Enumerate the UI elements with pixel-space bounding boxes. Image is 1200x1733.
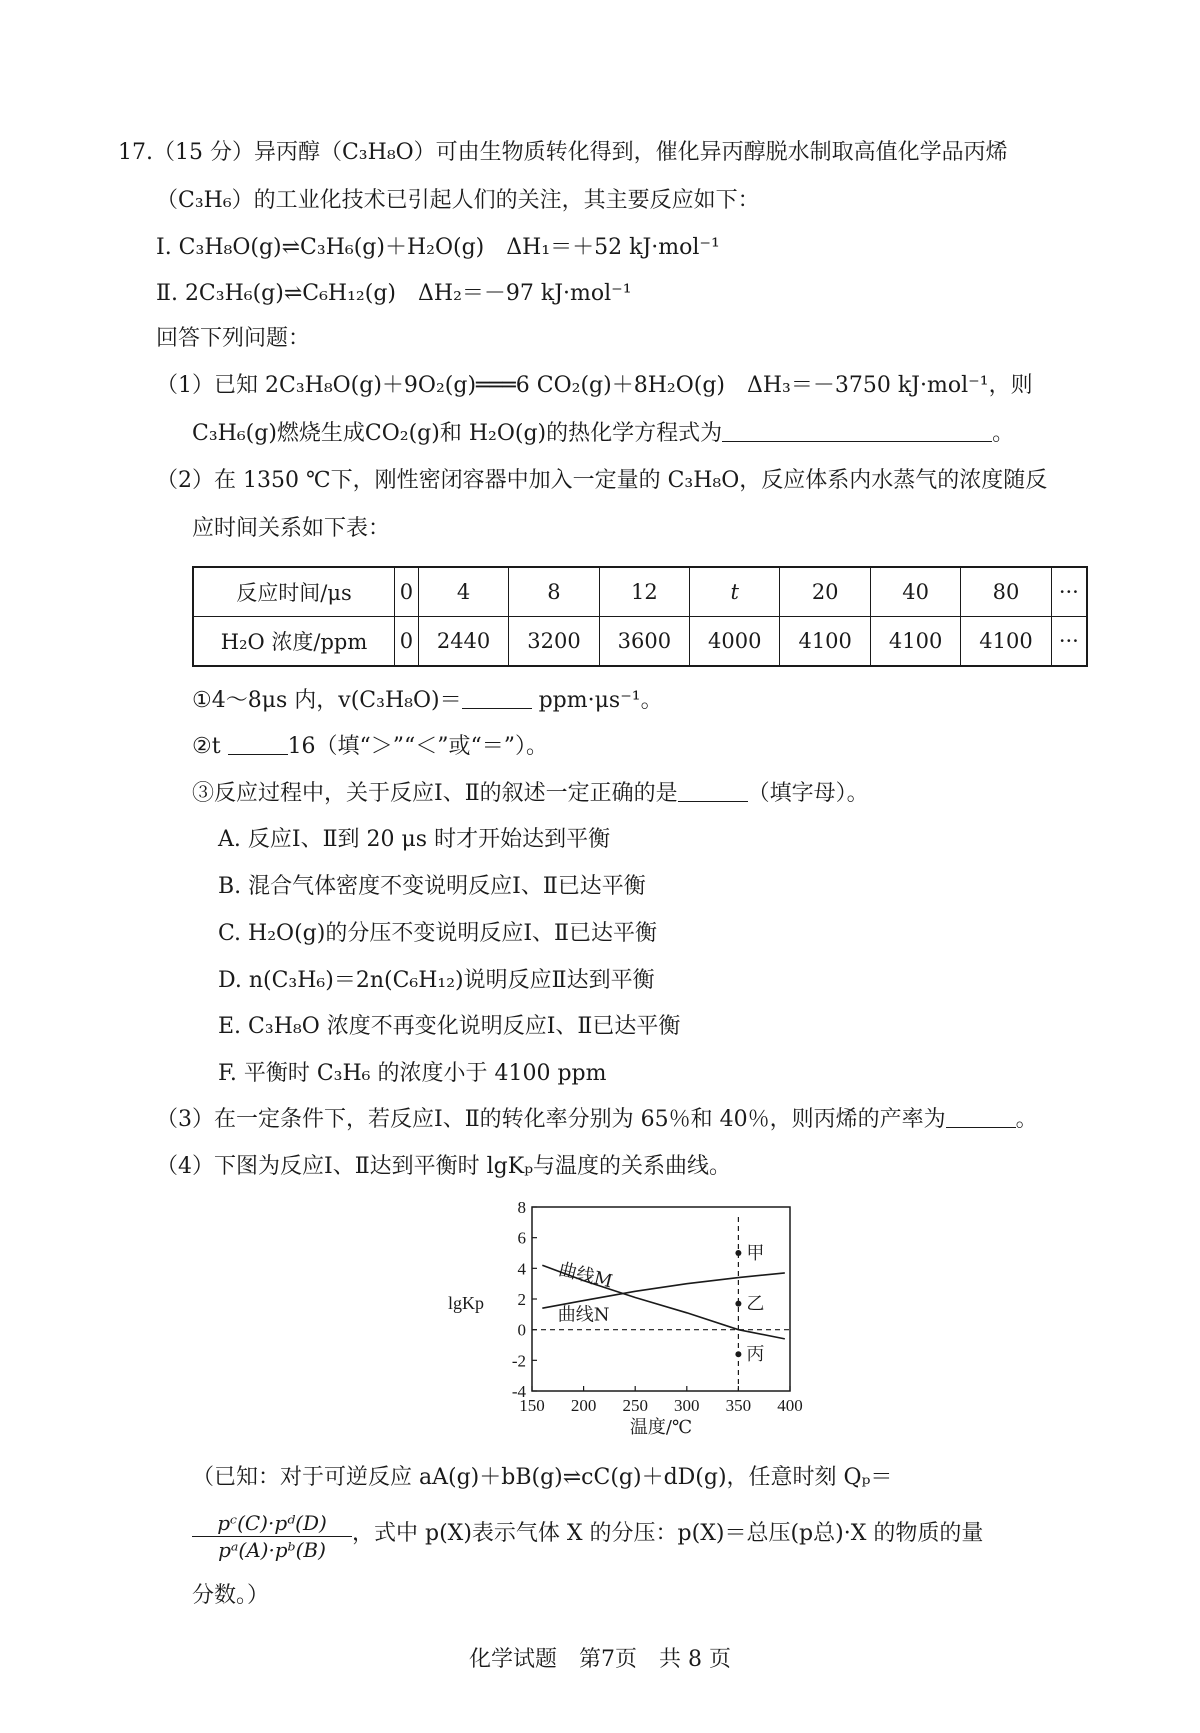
part2-sub2 xyxy=(192,731,548,763)
y-tick-label: -4 xyxy=(511,1382,526,1401)
page-footer: 化学试题 第7页 共 8 页 xyxy=(469,1647,731,1672)
x-tick-label: 150 xyxy=(519,1396,545,1415)
sub2-answer-blank[interactable] xyxy=(228,732,288,755)
concentration-table xyxy=(192,566,1088,667)
reaction-1: Ⅰ. C₃H₈O(g)⇌C₃H₆(g)＋H₂O(g) ΔH₁＝＋52 kJ·mol⁻¹ xyxy=(156,235,720,260)
table-cell: 4100 xyxy=(961,617,1051,667)
table-cell: 40 xyxy=(870,567,960,617)
part3-end: 。 xyxy=(1015,1107,1038,1132)
table-cell: 反应时间/μs xyxy=(193,567,395,617)
table-cell: t xyxy=(690,567,780,617)
table-cell: 80 xyxy=(961,567,1051,617)
x-tick-label: 250 xyxy=(622,1396,648,1415)
q17-intro-line2: （C₃H₆）的工业化技术已引起人们的关注，其主要反应如下： xyxy=(156,188,760,213)
y-tick-label: 4 xyxy=(517,1259,526,1279)
sub3-text: ③反应过程中，关于反应Ⅰ、Ⅱ的叙述一定正确的是 xyxy=(192,781,678,806)
option-c: C. H₂O(g)的分压不变说明反应Ⅰ、Ⅱ已达平衡 xyxy=(218,921,657,946)
part2-line2: 应时间关系如下表： xyxy=(192,516,391,541)
y-axis-label: lgKp xyxy=(448,1293,484,1313)
sub2-text: ②t xyxy=(192,734,228,759)
series-label-m: 曲线M xyxy=(556,1258,615,1293)
part1-line2 xyxy=(192,418,1014,450)
lgkp-temperature-chart xyxy=(448,1195,820,1445)
table-cell: ··· xyxy=(1051,567,1087,617)
y-tick-label: 8 xyxy=(517,1198,526,1217)
table-cell: 4 xyxy=(418,567,508,617)
series-label-n: 曲线N xyxy=(557,1304,610,1326)
chart-svg xyxy=(448,1195,820,1445)
table-cell: 4100 xyxy=(780,617,870,667)
sub2-hint: 16（填“＞”“＜”或“＝”）。 xyxy=(287,734,549,759)
answer-prompt: 回答下列问题： xyxy=(156,326,311,351)
part1-answer-blank[interactable] xyxy=(722,419,992,442)
q17-intro-line1: 17.（15 分）异丙醇（C₃H₈O）可由生物质转化得到，催化异丙醇脱水制取高值化学品丙烯 xyxy=(118,140,1008,165)
qp-fraction xyxy=(192,1510,352,1563)
note-line1: （已知：对于可逆反应 aA(g)＋bB(g)⇌cC(g)＋dD(g)，任意时刻 Qₚ＝ xyxy=(192,1465,893,1490)
table-cell: 0 xyxy=(395,567,419,617)
option-d: D. n(C₃H₆)＝2n(C₆H₁₂)说明反应Ⅱ达到平衡 xyxy=(218,968,655,993)
part1-text: C₃H₆(g)燃烧生成CO₂(g)和 H₂O(g)的热化学方程式为 xyxy=(192,421,723,446)
sub3-answer-blank[interactable] xyxy=(678,779,748,802)
table-row-time xyxy=(193,567,1087,617)
option-e: E. C₃H₈O 浓度不再变化说明反应Ⅰ、Ⅱ已达平衡 xyxy=(218,1014,681,1039)
fraction-numerator: pᶜ(C)·pᵈ(D) xyxy=(192,1510,352,1537)
option-f: F. 平衡时 C₃H₆ 的浓度小于 4100 ppm xyxy=(218,1061,607,1086)
x-tick-label: 400 xyxy=(777,1396,803,1415)
part4-line1: （4）下图为反应Ⅰ、Ⅱ达到平衡时 lgKₚ与温度的关系曲线。 xyxy=(156,1154,731,1179)
sub1-unit: ppm·μs⁻¹。 xyxy=(531,688,663,713)
point-2 xyxy=(735,1301,741,1307)
table-cell: 3600 xyxy=(599,617,689,667)
table-cell: H₂O 浓度/ppm xyxy=(193,617,395,667)
part2-sub3 xyxy=(192,778,869,810)
part1-line1: （1）已知 2C₃H₈O(g)＋9O₂(g)═══6 CO₂(g)＋8H₂O(g) ΔH₃＝－3750 kJ·mol⁻¹，则 xyxy=(156,373,1033,398)
point-label-2: 乙 xyxy=(746,1293,765,1315)
point-label-3: 丙 xyxy=(746,1344,765,1366)
note-line3: 分数。） xyxy=(192,1583,270,1608)
part1-end: 。 xyxy=(992,421,1015,446)
part2-sub1 xyxy=(192,685,663,717)
option-b: B. 混合气体密度不变说明反应Ⅰ、Ⅱ已达平衡 xyxy=(218,874,646,899)
table-cell: 20 xyxy=(780,567,870,617)
fraction-denominator: pᵃ(A)·pᵇ(B) xyxy=(218,1538,326,1562)
reaction-2: Ⅱ. 2C₃H₆(g)⇌C₆H₁₂(g) ΔH₂＝－97 kJ·mol⁻¹ xyxy=(156,281,632,306)
table-row-concentration xyxy=(193,617,1087,667)
table-cell: 12 xyxy=(599,567,689,617)
x-tick-label: 200 xyxy=(570,1396,597,1415)
table-cell: 2440 xyxy=(418,617,508,667)
x-tick-label: 300 xyxy=(674,1396,700,1415)
part3-text: （3）在一定条件下，若反应Ⅰ、Ⅱ的转化率分别为 65％和 40％，则丙烯的产率为 xyxy=(156,1107,946,1132)
x-axis-label: 温度/℃ xyxy=(629,1417,693,1438)
sub3-hint: （填字母）。 xyxy=(747,781,869,806)
y-tick-label: 2 xyxy=(517,1290,526,1309)
point-1 xyxy=(735,1250,741,1256)
y-tick-label: 6 xyxy=(517,1228,526,1248)
sub1-answer-blank[interactable] xyxy=(462,686,532,709)
point-label-1: 甲 xyxy=(746,1243,765,1264)
y-tick-label: 0 xyxy=(517,1320,526,1340)
option-a: A. 反应Ⅰ、Ⅱ到 20 μs 时才开始达到平衡 xyxy=(218,827,611,852)
table-cell: 3200 xyxy=(509,617,599,667)
y-tick-label: -2 xyxy=(511,1351,526,1371)
table-cell: 0 xyxy=(395,617,419,667)
table-cell: 8 xyxy=(509,567,599,617)
table-cell: 4100 xyxy=(870,617,960,667)
part3-line1 xyxy=(156,1104,1038,1136)
x-tick-label: 350 xyxy=(725,1396,752,1415)
note-line2: ，式中 p(X)表示气体 X 的分压：p(X)＝总压(p总)·X 的物质的量 xyxy=(352,1521,984,1546)
sub1-text: ①4～8μs 内，v(C₃H₈O)＝ xyxy=(192,688,462,713)
table-cell: 4000 xyxy=(690,617,780,667)
table-cell: ··· xyxy=(1051,617,1087,667)
part3-answer-blank[interactable] xyxy=(946,1105,1016,1128)
part2-line1: （2）在 1350 ℃下，刚性密闭容器中加入一定量的 C₃H₈O，反应体系内水蒸气的浓度随反 xyxy=(156,468,1048,493)
point-3 xyxy=(735,1351,741,1357)
